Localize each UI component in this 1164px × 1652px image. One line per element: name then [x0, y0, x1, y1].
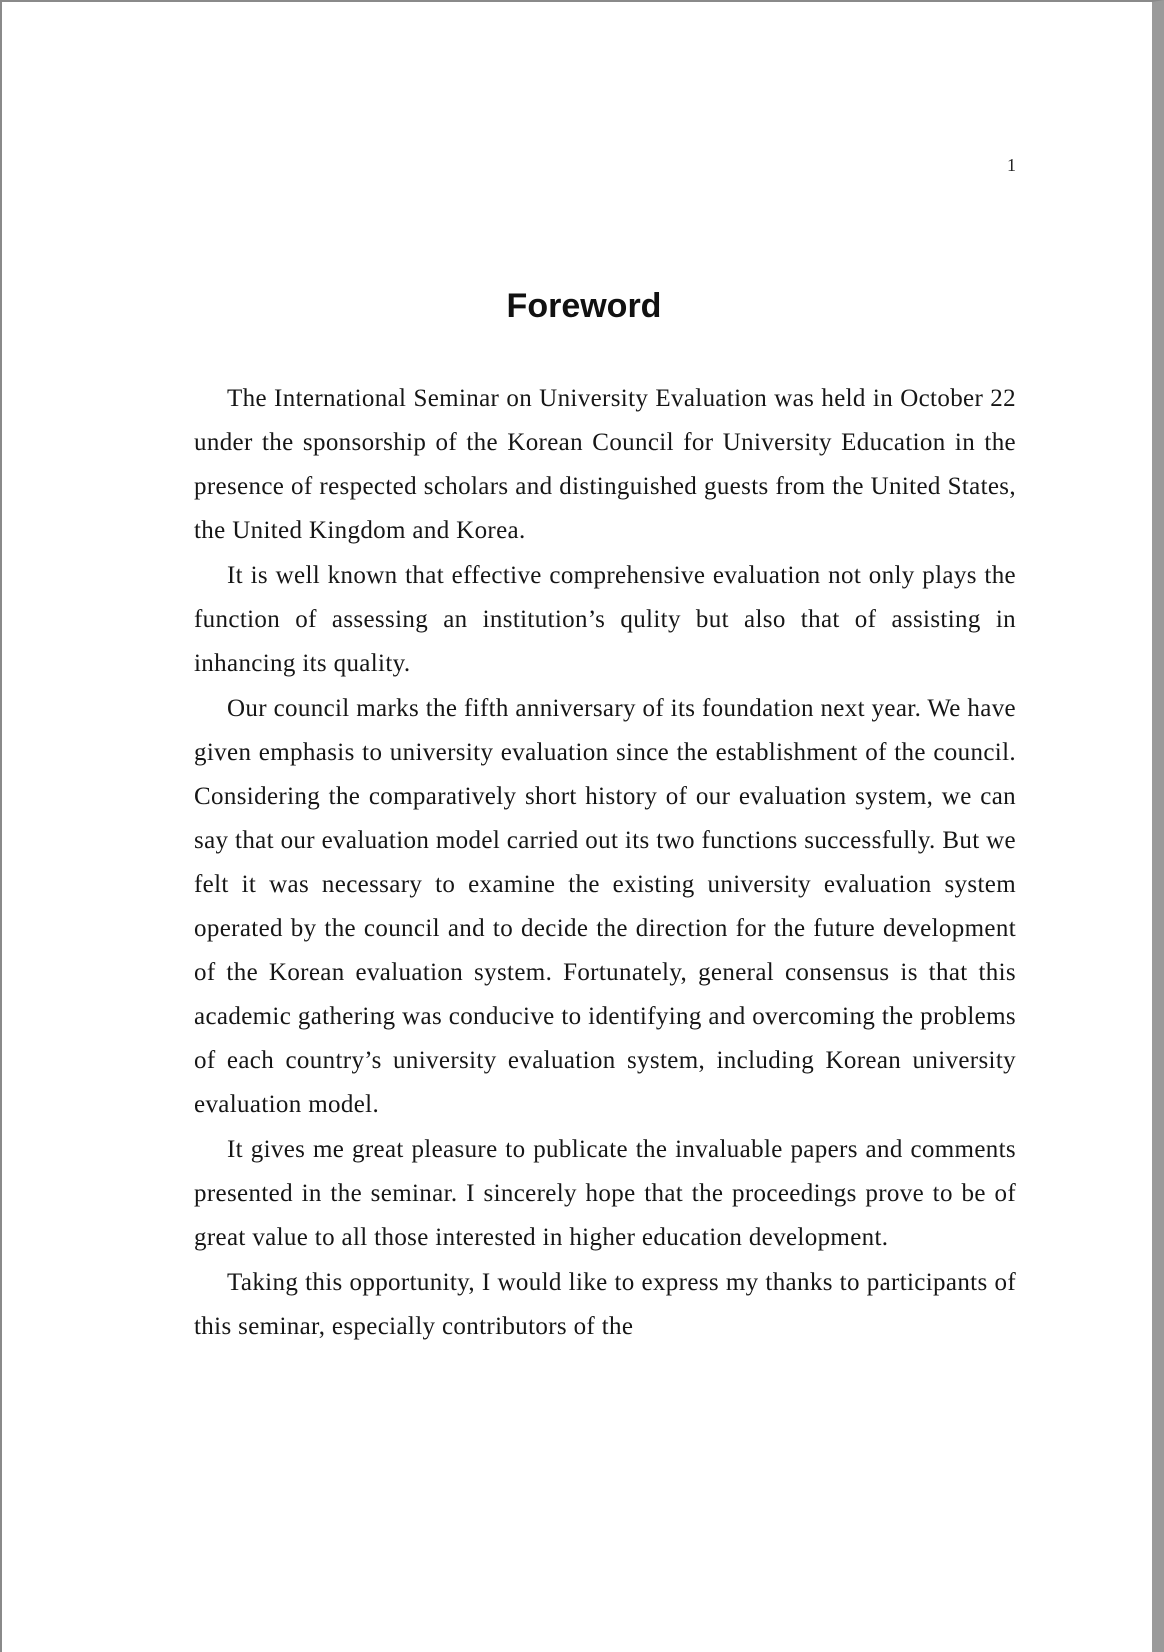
paragraph-1: The International Seminar on University Evaluation was held in October 22 under the sponsorship of the Korean Council for University Education in the presence of respected scholars and distinguished guests from the United States, the United Kingdom and Korea. — [194, 385, 1016, 544]
paragraph-5: Taking this opportunity, I would like to express my thanks to participants of this seminar, especially contributors of the — [194, 1269, 1016, 1340]
paragraph-2: It is well known that effective comprehensive evaluation not only plays the function of assessing an institution’s qulity but also that of assisting in inhancing its quality. — [194, 562, 1016, 677]
body-text — [194, 377, 1016, 1350]
paragraph-4: It gives me great pleasure to publicate the invaluable papers and comments presented in the seminar. I sincerely hope that the proceedings prove to be of great value to all those interested in higher education development. — [194, 1136, 1016, 1251]
page-number: 1 — [1007, 155, 1016, 175]
page-title: Foreword — [506, 287, 662, 325]
paragraph-3: Our council marks the fifth anniversary of its foundation next year. We have given emphasis to university evaluation since the establishment of the council. Considering the comparatively short history of our evaluation system, we can say that our evaluation model carried out its two functions successfully. But we felt it was necessary to examine the existing university evaluation system operated by the council and to decide the direction for the future development of the Korean evaluation system. Fortunately, general consensus is that this academic gathering was conducive to identifying and overcoming the problems of each country’s university evaluation system, including Korean university evaluation model. — [194, 695, 1016, 1118]
